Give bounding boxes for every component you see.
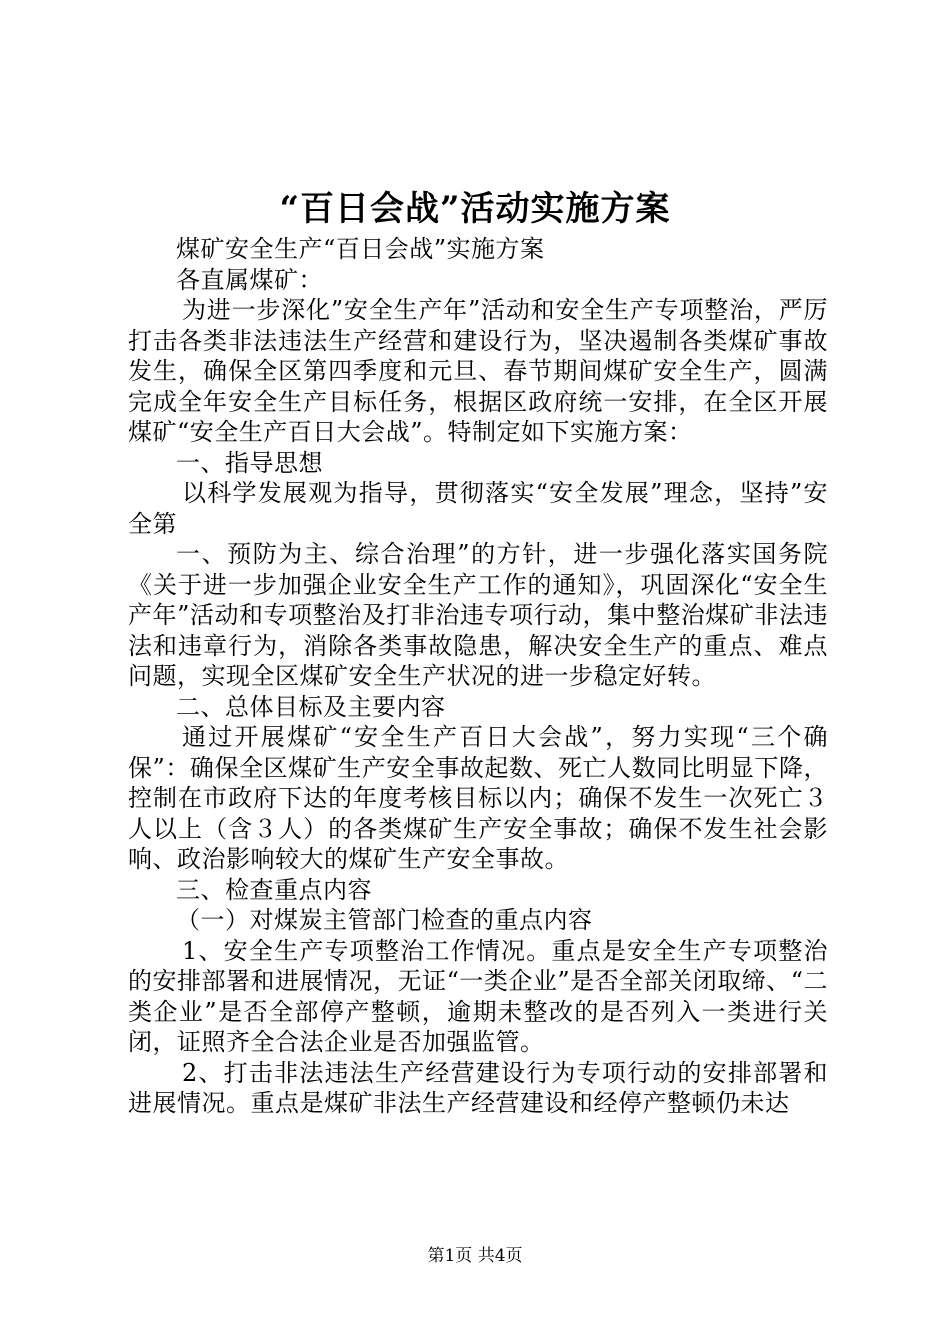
document-title: “百日会战”活动实施方案 <box>279 189 671 229</box>
section-heading-goals: 二、总体目标及主要内容 <box>176 692 446 721</box>
page-footer: 第1页 共4页 <box>427 1246 523 1266</box>
subtitle-paragraph: 煤矿安全生产“百日会战”实施方案 <box>176 235 545 263</box>
guiding-continued-paragraph: 一、预防为主、综合治理”的方针，进一步强化落实国务院《关于进一步加强企业安全生产工作的通知》，巩固深化“安全生产年”活动和专项整治及打非治违专项行动，集中整治煤矿非法违法和违章行为，消除各类事故隐患，解决安全生产的重点、难点问题，实现全区煤矿安全生产状况的进一步稳定好转。 <box>128 540 828 690</box>
document-body <box>128 234 828 1119</box>
salutation-paragraph: 各直属煤矿： <box>176 265 323 294</box>
inspection-item-2: 2、打击非法违法生产经营建设行为专项行动的安排部署和进展情况。重点是煤矿非法生产经营建设和经停产整顿仍未达 <box>128 1058 828 1117</box>
guiding-paragraph: 以科学发展观为指导，贯彻落实“安全发展”理念，坚持”安全第 <box>128 479 828 538</box>
section-heading-inspection: 三、检查重点内容 <box>176 875 372 904</box>
goals-paragraph: 通过开展煤矿“安全生产百日大会战”，努力实现“三个确保”：确保全区煤矿生产安全事故起数、死亡人数同比明显下降，控制在市政府下达的年度考核目标以内；确保不发生一次死亡３人以上（含３人）的各类煤矿生产安全事故；确保不发生社会影响、政治影响较大的煤矿生产安全事故。 <box>128 723 828 873</box>
inspection-item-1: 1、安全生产专项整治工作情况。重点是安全生产专项整治的安排部署和进展情况，无证“一类企业”是否全部关闭取缔、“二类企业”是否全部停产整顿，逾期未整改的是否列入一类进行关闭，证照齐全合法企业是否加强监管。 <box>128 936 828 1056</box>
subsection-heading: （一）对煤炭主管部门检查的重点内容 <box>176 906 593 934</box>
section-heading-guiding: 一、指导思想 <box>176 448 323 477</box>
intro-paragraph: 为进一步深化”安全生产年”活动和安全生产专项整治，严厉打击各类非法违法生产经营和建设行为，坚决遏制各类煤矿事故发生，确保全区第四季度和元旦、春节期间煤矿安全生产，圆满完成全年安全生产目标任务，根据区政府统一安排，在全区开展煤矿“安全生产百日大会战”。特制定如下实施方案： <box>128 296 828 446</box>
